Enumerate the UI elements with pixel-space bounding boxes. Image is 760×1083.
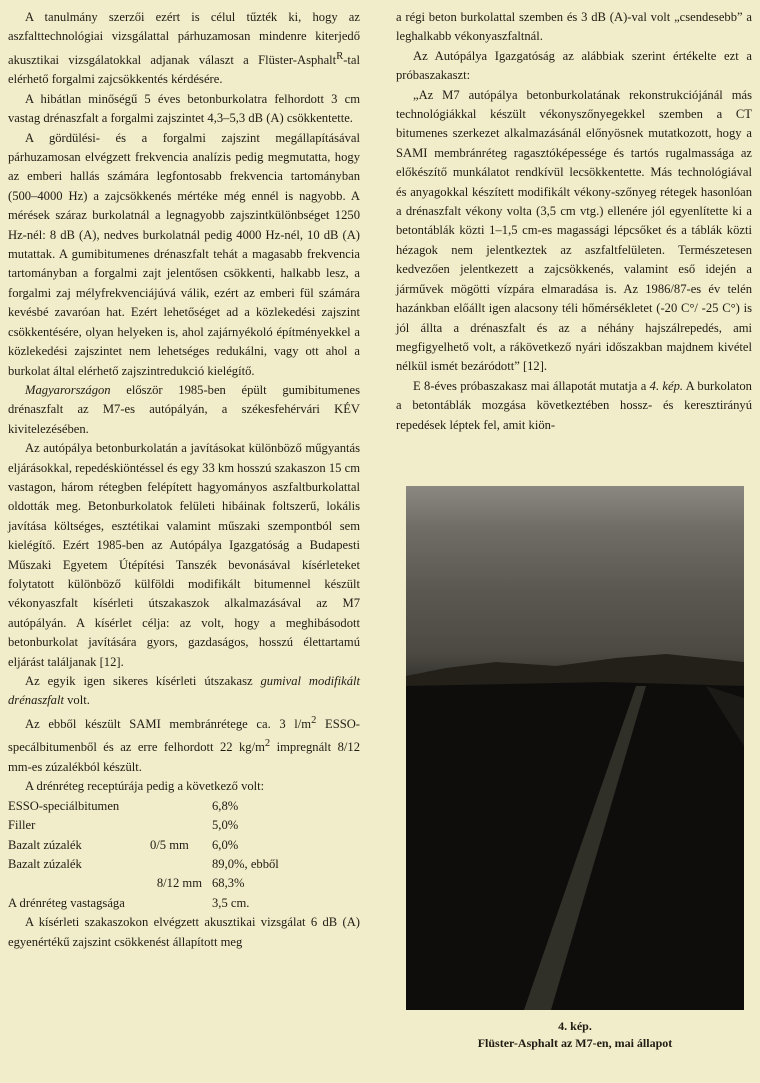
road-photo xyxy=(406,486,744,1010)
paragraph: Az Autópálya Igazgatóság az alábbiak szerint értékelte ezt a próbaszakaszt: xyxy=(396,48,752,83)
paragraph: Az autópálya betonburkolatán a javításokat különböző műgyantás eljárásokkal, repedéskiöntéssel és egy 33 km hosszú szakaszon 15 cm vastagon, három rétegben felépített hagyományos aszfaltburkolattal oldották meg. Betonburkolatok felületi hibáinak foltszerű, lokális javítása költséges, esztétikai valamint műszaki szempontból sem kielégítő. Ezért 1985-ben az Autópálya Igazgatóság a Budapesti Műszaki Egyetem Útépítési Tanszék bevonásával kísérleteket folytatott különböző külföldi modifikált bitumennel készült vékonyaszfalt kísérleti útszakaszok alkalmazásával az M7 autópályán. A kísérlet célja: az volt, hogy a meghibásodott betonburkolat javítására gyors, gazdaságos, hosszú élettartamú eljárást találjanak [12]. xyxy=(8,441,360,669)
paragraph: E 8-éves próbaszakasz mai állapotát mutatja a 4. kép. A burkolaton a betontáblák mozgása következtében hossz- és keresztirányú repedések léptek fel, amit kiön- xyxy=(396,378,752,432)
paragraph: A tanulmány szerzői ezért is célul tűzték ki, hogy az aszfalttechnológiai vizsgálattal párhuzamosan mindenre kiterjedő akusztikai vizsgálatokkal adjanak választ a Flüster-Asphalt$^R$-tal elérhető forgalmi zajcsökkentés kérdésére. xyxy=(8,10,360,87)
paragraph: Az egyik igen sikeres kísérleti útszakasz gumival modifikált drénaszfalt volt. xyxy=(8,674,360,708)
table-row: Bazalt zúzalék 0/5 mm 6,0% xyxy=(8,837,239,852)
paragraph: A kísérleti szakaszokon elvégzett akusztikai vizsgálat 6 dB (A) egyenértékű zajszint csökkenést állapított meg xyxy=(8,915,360,949)
paragraph: a régi beton burkolattal szemben és 3 dB (A)-val volt „csendesebb” a leghalkabb vékonyaszfaltnál. xyxy=(396,10,752,44)
paragraph: A hibátlan minőségű 5 éves betonburkolatra felhordott 3 cm vastag drénaszfalt a forgalmi zajszintet 4,3–5,3 dB (A) csökkentette. xyxy=(8,91,360,126)
left-column xyxy=(8,8,360,952)
caption-text: Flüster-Asphalt az M7-en, mai állapot xyxy=(477,1036,673,1050)
paragraph: Magyarországon először 1985-ben épült gumibitumenes drénaszfalt az M7-es autópályán, a székesfehérvári KÉV kivitelezésében. xyxy=(8,382,360,436)
caption-number: 4. kép. xyxy=(558,1019,592,1033)
road-surface xyxy=(406,682,744,1010)
table-row: 8/12 mm 68,3% xyxy=(156,876,245,891)
right-column xyxy=(396,8,752,435)
paragraph: „Az M7 autópálya betonburkolatának rekonstrukciójánál más technológiákkal készült vékonyszőnyegekkel szemben a CT bitumenes szerkezet alkalmazásánál előnyösnek mutatkozott, hogy a SAMI membránréteg ragasztóképessége és tartós rugalmassága az előkészítő munkálatot rendkívül lecsökkentette. Más technológiával és anyagokkal készített modifikált vékony-szőnyeg rétegek hasonlóan a drénaszfalt vékony volta (3,5 cm vtg.) ellenére jól egyenlítette ki a betontáblák közti 1–1,5 cm-es magassági lépcsőket és a táblák közti hézagok nem jelentkeztek az aszfaltfelületen. Természetesen kedvezően jelentkezett a zajcsökkenés, valamint eső idején a járművek mögötti vízpára elmaradása is. Az 1986/87-es év telén hazánkban előállt igen alacsony téli hőmérsékletet (-20 C°/ -25 C°) is jól állta a drénaszfalt és az a néhány hajszálrepedés, ami megfigyelhető volt, a rákövetkező nyári időszakban majdnem kivétel nélkül ismét bezáródott” [12]. xyxy=(396,87,752,374)
paragraph: Az ebből készült SAMI membránrétege ca. 3 $l/m^2$ ESSO-specálbitumenből és az erre felhordott 22 $kg/m^2$ impregnált 8/12 mm-es zúzalékból készült. xyxy=(8,714,360,774)
paragraph: A drénréteg receptúrája pedig a következő volt: xyxy=(25,779,265,794)
table-row: Filler 5,0% xyxy=(8,818,239,833)
table-row: Bazalt zúzalék 89,0%, ebből xyxy=(8,857,279,872)
paragraph: A gördülési- és a forgalmi zajszint megállapításával párhuzamosan elvégzett frekvencia analízis pedig megmutatta, hogy az emberi hallás számára legfontosabb frekvencia tartományban (500–4000 Hz) a zajcsökkenés mértéke még ennél is nagyobb. A mérések száraz burkolatnál a legnagyobb zajszintkülönbséget 1250 Hz-nél: 8 dB (A), nedves burkolatnál pedig 4000 Hz-nél, 10 dB (A) mutattak. A gumibitumenes drénaszfalt tehát a magasabb frekvencia tartományban a forgalmi zajt jelentősen csökkenti, halkabb lesz, a forgalmi zaj mélyfrekvenciájúvá válik, ezért az emberi fül számára kevésbé zavaróan hat. Ezért lehetőséget ad a közlekedési zajszint csökkentésére, olyan helyeken is, ahol zajárnyékoló építményekkel a közlekedési zajszintet nem lehetséges redukálni, vagy ott ahol a burkolat által elérhető zajszintredukció kielégítő. xyxy=(8,130,360,378)
table-row: ESSO-speciálbitumen 6,8% xyxy=(8,798,239,813)
recipe-table xyxy=(8,797,279,913)
table-row: A drénréteg vastagsága 3,5 cm. xyxy=(8,895,250,910)
road-photo-drawing xyxy=(406,486,744,1010)
figure-caption xyxy=(406,1018,744,1052)
